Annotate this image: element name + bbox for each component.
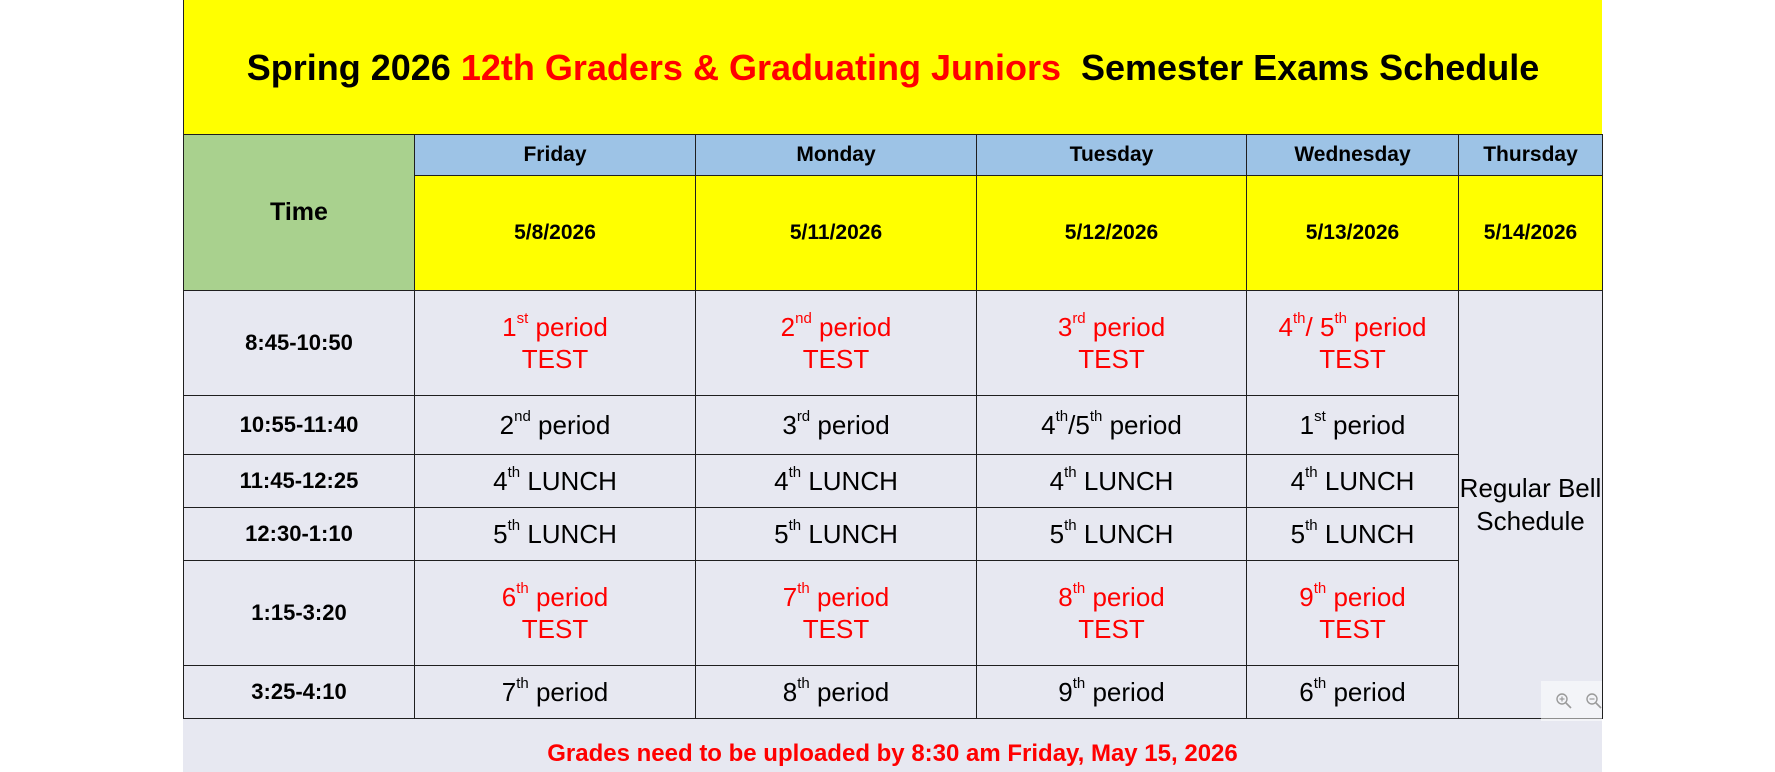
class-cell: 2nd period <box>415 396 696 455</box>
exam-cell: 6th period TEST <box>415 561 696 666</box>
time-slot: 12:30-1:10 <box>184 508 415 561</box>
schedule-row <box>184 561 1603 666</box>
exam-cell: 2nd period TEST <box>696 291 977 396</box>
day-header-friday: Friday <box>415 135 696 176</box>
lunch-cell: 5th LUNCH <box>696 508 977 561</box>
date-friday: 5/8/2026 <box>415 176 696 291</box>
date-wednesday: 5/13/2026 <box>1247 176 1459 291</box>
class-cell: 8th period <box>696 666 977 719</box>
title-suffix: Semester Exams Schedule <box>1060 46 1540 88</box>
class-cell: 7th period <box>415 666 696 719</box>
exam-cell: 3rd period TEST <box>977 291 1247 396</box>
grades-deadline-note: Grades need to be uploaded by 8:30 am Friday, May 15, 2026 <box>547 740 1238 767</box>
day-header-tuesday: Tuesday <box>977 135 1247 176</box>
schedule-row <box>184 455 1603 508</box>
lunch-cell: 5th LUNCH <box>1247 508 1459 561</box>
schedule-row <box>184 508 1603 561</box>
time-slot: 8:45-10:50 <box>184 291 415 396</box>
time-slot: 3:25-4:10 <box>184 666 415 719</box>
class-cell: 6th period <box>1247 666 1459 719</box>
day-header-row <box>184 135 1603 176</box>
class-cell: 9th period <box>977 666 1247 719</box>
thursday-regular-bell-schedule: Regular Bell Schedule <box>1459 291 1603 719</box>
exam-cell: 9th period TEST <box>1247 561 1459 666</box>
exam-cell: 4th/ 5th period TEST <box>1247 291 1459 396</box>
time-column-header: Time <box>184 135 415 291</box>
lunch-cell: 4th LUNCH <box>977 455 1247 508</box>
schedule-sheet <box>183 0 1602 772</box>
day-header-wednesday: Wednesday <box>1247 135 1459 176</box>
lunch-cell: 5th LUNCH <box>415 508 696 561</box>
date-tuesday: 5/12/2026 <box>977 176 1247 291</box>
zoom-in-icon[interactable] <box>1555 692 1573 710</box>
date-thursday: 5/14/2026 <box>1459 176 1603 291</box>
title-highlight: 12th Graders & Graduating Juniors <box>460 46 1061 88</box>
date-monday: 5/11/2026 <box>696 176 977 291</box>
lunch-cell: 5th LUNCH <box>977 508 1247 561</box>
schedule-row <box>184 291 1603 396</box>
schedule-row <box>184 396 1603 455</box>
lunch-cell: 4th LUNCH <box>415 455 696 508</box>
title-banner <box>183 0 1602 135</box>
exam-cell: 1st period TEST <box>415 291 696 396</box>
time-slot: 1:15-3:20 <box>184 561 415 666</box>
day-header-thursday: Thursday <box>1459 135 1603 176</box>
title-prefix: Spring 2026 <box>246 46 461 88</box>
class-cell: 1st period <box>1247 396 1459 455</box>
lunch-cell: 4th LUNCH <box>696 455 977 508</box>
zoom-out-icon[interactable] <box>1585 692 1602 710</box>
class-cell: 3rd period <box>696 396 977 455</box>
exam-schedule-table <box>183 134 1603 719</box>
exam-cell: 8th period TEST <box>977 561 1247 666</box>
lunch-cell: 4th LUNCH <box>1247 455 1459 508</box>
schedule-row <box>184 666 1603 719</box>
zoom-controls <box>1541 681 1602 721</box>
day-header-monday: Monday <box>696 135 977 176</box>
time-slot: 11:45-12:25 <box>184 455 415 508</box>
class-cell: 4th/5th period <box>977 396 1247 455</box>
time-slot: 10:55-11:40 <box>184 396 415 455</box>
exam-cell: 7th period TEST <box>696 561 977 666</box>
